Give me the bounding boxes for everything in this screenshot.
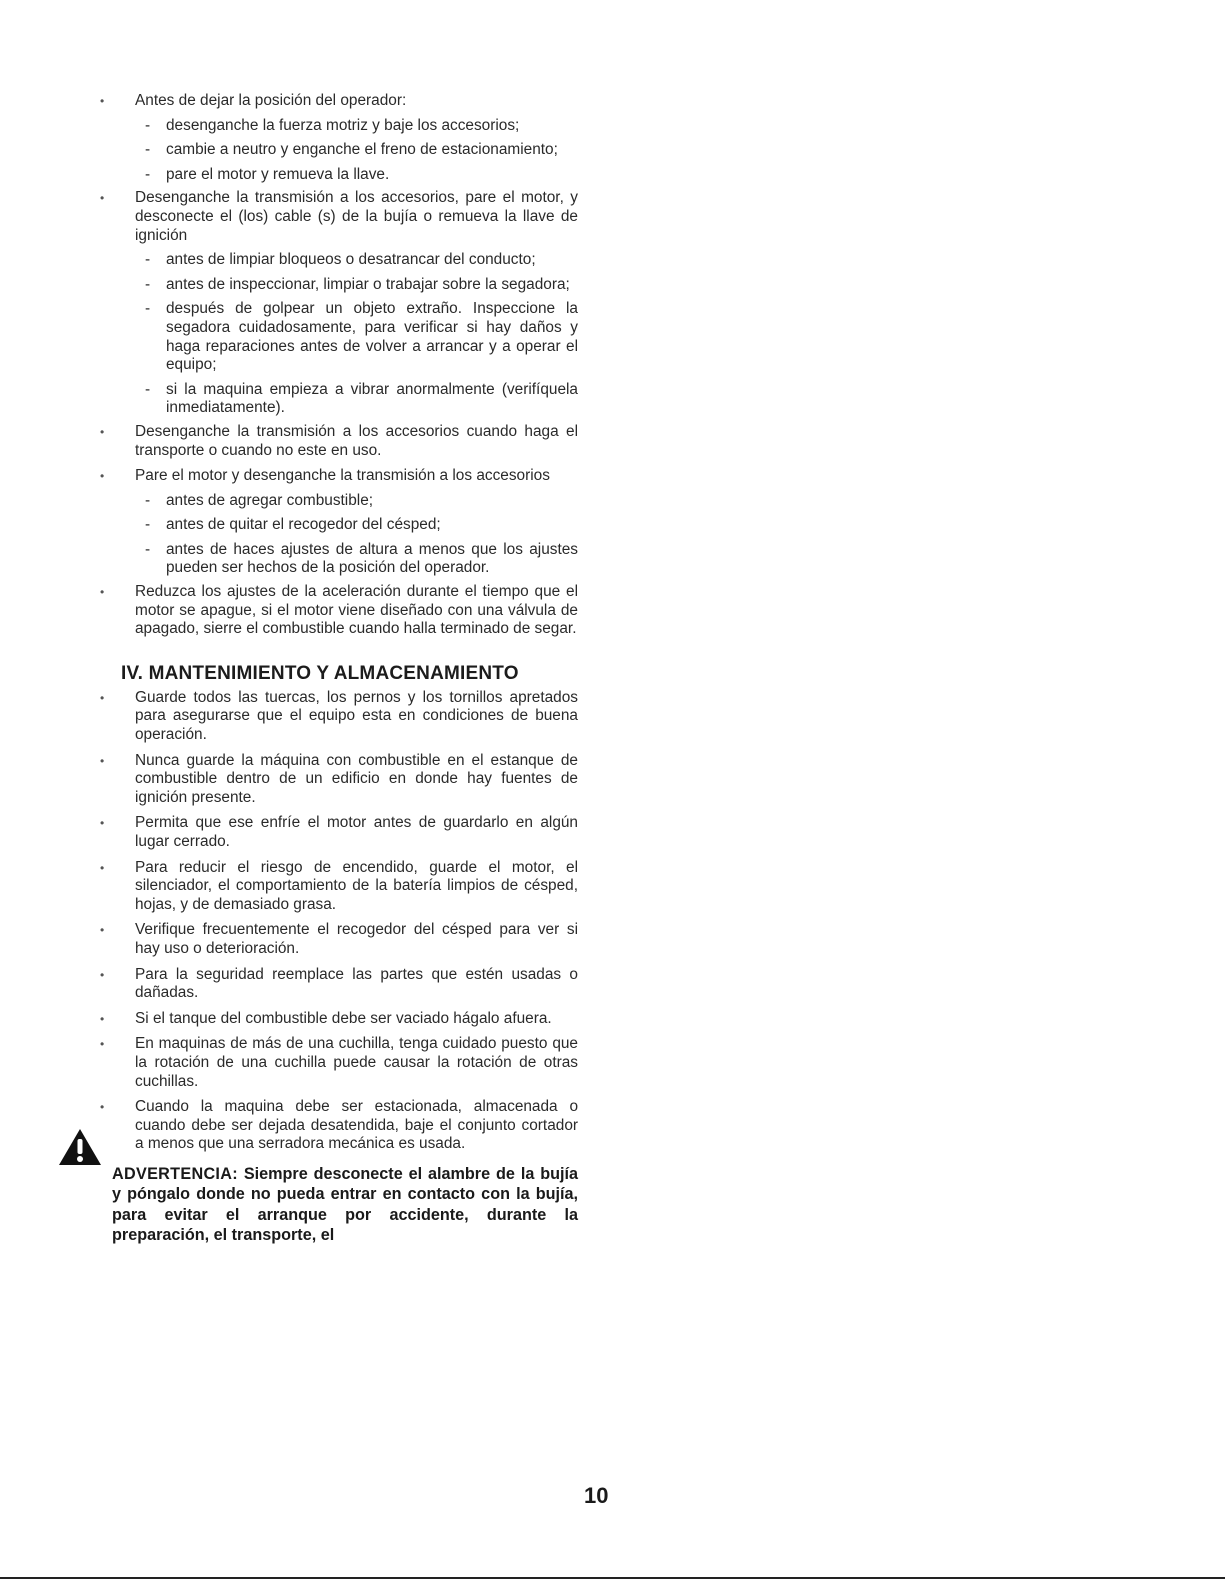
sub-list-item: - antes de limpiar bloqueos o desatrancar del conducto; bbox=[135, 251, 578, 270]
list-item-text: Desenganche la transmisión a los accesorios, pare el motor, y desconecte el (los) cable (s) de la bujía o remueva la llave de ignición bbox=[135, 189, 578, 244]
warning-text: Siempre desconecte el alambre de la bujía y póngalo donde no pueda entrar en contacto con la bujía, para evitar el arranque por accidente, durante la preparación, el transporte, el bbox=[112, 1164, 579, 1245]
sub-list-item: - antes de inspeccionar, limpiar o trabajar sobre la segadora; bbox=[135, 276, 578, 295]
warning-label: ADVERTENCIA: bbox=[112, 1164, 238, 1183]
list-item: • Cuando la maquina debe ser estacionada, almacenada o cuando debe ser dejada desatendida, baje el conjunto cortador a menos que una serradora mecánica es usada. bbox=[100, 1098, 578, 1154]
list-item-text: Desenganche la transmisión a los accesorios cuando haga el transporte o cuando no este en uso. bbox=[135, 422, 578, 459]
list-item: • Si el tanque del combustible debe ser vaciado hágalo afuera. bbox=[100, 1010, 578, 1029]
sub-list-item: - desenganche la fuerza motriz y baje los accesorios; bbox=[135, 117, 578, 136]
list-item: • Nunca guarde la máquina con combustible en el estanque de combustible dentro de un edificio en donde hay fuentes de ignición presente. bbox=[100, 752, 578, 808]
sub-list-item: - pare el motor y remueva la llave. bbox=[135, 166, 578, 185]
section-heading: IV. MANTENIMIENTO Y ALMACENAMIENTO bbox=[121, 662, 519, 684]
maintenance-list bbox=[100, 689, 578, 1154]
sub-list-item: - después de golpear un objeto extraño. Inspeccione la segadora cuidadosamente, para verificar si hay daños y haga reparaciones antes de volver a arrancar y a operar el equipo; bbox=[135, 300, 578, 374]
list-item-text: Antes de dejar la posición del operador: bbox=[135, 92, 407, 109]
list-item bbox=[100, 583, 578, 639]
list-item-text: Pare el motor y desenganche la transmisión a los accesorios bbox=[135, 467, 550, 485]
sub-list-item: - antes de haces ajustes de altura a menos que los ajustes pueden ser hechos de la posición del operador. bbox=[135, 541, 578, 578]
list-item bbox=[100, 92, 578, 184]
list-item-text: Reduzca los ajustes de la aceleración durante el tiempo que el motor se apague, si el motor viene diseñado con una válvula de apagado, sierre el combustible cuando halla terminado de segar. bbox=[135, 583, 578, 638]
sub-list bbox=[135, 251, 578, 418]
warning-block bbox=[100, 1164, 578, 1246]
list-item: • Permita que ese enfríe el motor antes de guardarlo en algún lugar cerrado. bbox=[100, 814, 578, 851]
sub-list-item: - antes de agregar combustible; bbox=[135, 492, 578, 511]
warning-triangle-icon bbox=[58, 1128, 102, 1166]
sub-list-item: - antes de quitar el recogedor del césped; bbox=[135, 516, 578, 535]
list-item: • En maquinas de más de una cuchilla, tenga cuidado puesto que la rotación de una cuchilla puede causar la rotación de otras cuchillas. bbox=[100, 1035, 578, 1091]
list-item bbox=[100, 467, 578, 578]
list-item: • Para reducir el riesgo de encendido, guarde el motor, el silenciador, el comportamiento de la batería limpios de césped, hojas, y de demasiado grasa. bbox=[100, 859, 578, 915]
page-number: 10 bbox=[584, 1483, 609, 1508]
safety-list bbox=[100, 92, 578, 639]
bottom-rule bbox=[0, 1577, 1225, 1579]
main-column bbox=[100, 92, 578, 1246]
list-item bbox=[100, 189, 578, 418]
sub-list bbox=[135, 492, 578, 578]
sub-list-item: - si la maquina empieza a vibrar anormalmente (verifíquela inmediatamente). bbox=[135, 381, 578, 418]
list-item: • Verifique frecuentemente el recogedor del césped para ver si hay uso o deterioración. bbox=[100, 921, 578, 958]
sub-list bbox=[135, 117, 578, 185]
list-item: • Guarde todos las tuercas, los pernos y los tornillos apretados para asegurarse que el equipo esta en condiciones de buena operación. bbox=[100, 689, 578, 745]
list-item: • Para la seguridad reemplace las partes que estén usadas o dañadas. bbox=[100, 966, 578, 1003]
list-item bbox=[100, 423, 578, 460]
sub-list-item: - cambie a neutro y enganche el freno de estacionamiento; bbox=[135, 141, 578, 160]
